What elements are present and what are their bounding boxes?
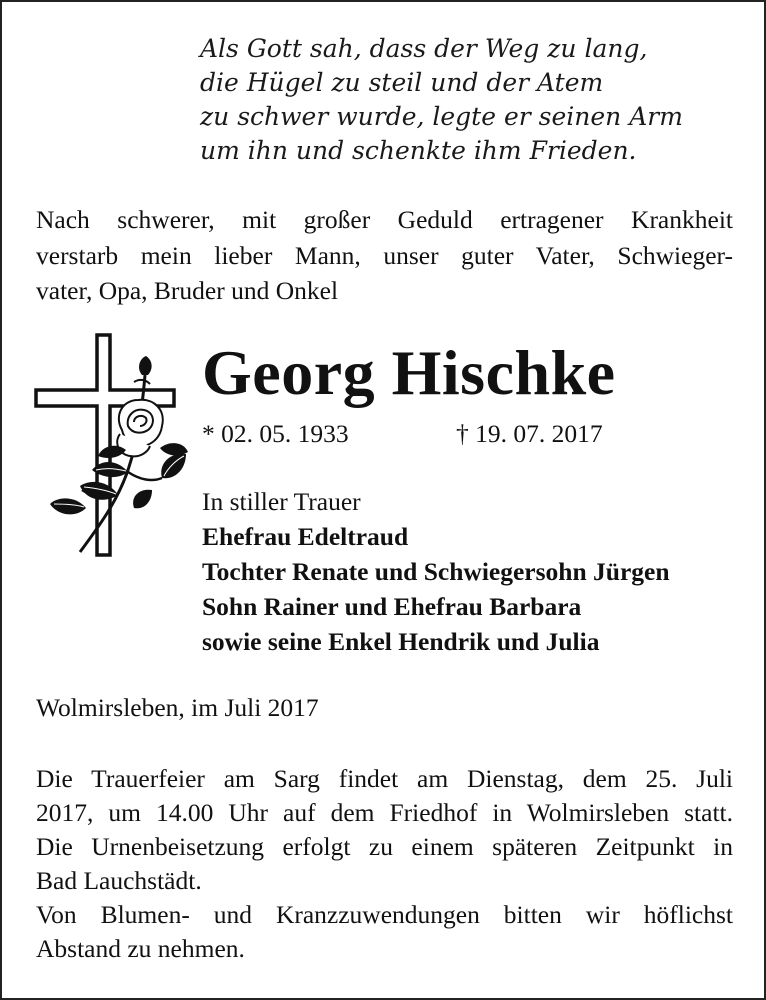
intro-text	[36, 202, 733, 309]
cross-with-rose-icon	[30, 330, 200, 560]
funeral-info	[36, 762, 733, 966]
poem	[200, 32, 720, 168]
poem-line: zu schwer wurde, legte er seinen Arm	[200, 102, 683, 131]
mourners-intro: In stiller Trauer	[202, 487, 361, 516]
mourner-line: Ehefrau Edeltraud	[202, 522, 409, 551]
death-date: † 19. 07. 2017	[456, 419, 603, 448]
funeral-line: Abstand zu nehmen.	[36, 934, 245, 963]
funeral-line: 2017, um 14.00 Uhr auf dem Friedhof in Wolmirsleben statt.	[36, 798, 733, 827]
mourner-line: Sohn Rainer und Ehefrau Barbara	[202, 592, 582, 621]
poem-line: die Hügel zu steil und der Atem	[200, 68, 604, 97]
mourner-line: sowie seine Enkel Hendrik und Julia	[202, 627, 600, 656]
poem-line: Als Gott sah, dass der Weg zu lang,	[200, 34, 648, 63]
intro-line: vater, Opa, Bruder und Onkel	[36, 276, 339, 305]
life-dates	[202, 416, 632, 452]
deceased-name: Georg Hischke	[202, 337, 616, 408]
poem-line: um ihn und schenkte ihm Frieden.	[200, 136, 637, 165]
intro-line: verstarb mein lieber Mann, unser guter Vater, Schwieger-	[36, 240, 733, 270]
funeral-line: Die Trauerfeier am Sarg findet am Dienstag, dem 25. Juli	[36, 764, 733, 793]
place-and-date: Wolmirsleben, im Juli 2017	[36, 693, 319, 722]
funeral-line: Die Urnenbeisetzung erfolgt zu einem späteren Zeitpunkt in	[36, 832, 733, 861]
intro-line: Nach schwerer, mit großer Geduld ertragener Krankheit	[36, 205, 733, 234]
birth-date: * 02. 05. 1933	[202, 419, 349, 448]
funeral-line: Bad Lauchstädt.	[36, 866, 202, 895]
mourner-line: Tochter Renate und Schwiegersohn Jürgen	[202, 557, 670, 586]
mourners-list	[202, 484, 742, 659]
funeral-line: Von Blumen- und Kranzzuwendungen bitten wir höflichst	[36, 900, 733, 929]
